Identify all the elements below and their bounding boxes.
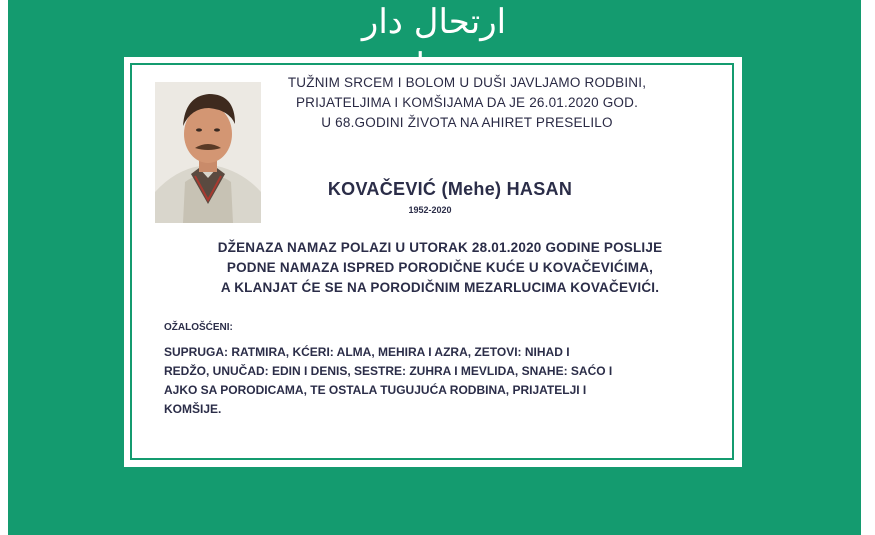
funeral-line: PODNE NAMAZA ISPRED PORODIČNE KUĆE U KOVAČEVIĆIMA,	[226, 260, 654, 275]
funeral-line: DŽENAZA NAMAZ POLAZI U UTORAK 28.01.2020 GODINE POSLIJE	[217, 240, 663, 255]
intro-line: PRIJATELJIMA I KOMŠIJAMA DA JE 26.01.2020 GOD.	[295, 95, 639, 110]
funeral-text	[150, 238, 730, 298]
header-calligraphy: ارتحال دار	[361, 2, 507, 42]
mourners-text	[164, 343, 724, 419]
intro-text	[262, 73, 672, 133]
mourners-line: AJKO SA PORODICAMA, TE OSTALA TUGUJUĆA RODBINA, PRIJATELJI I	[164, 383, 587, 397]
portrait-photo	[155, 82, 261, 223]
life-years: 1952-2020	[408, 205, 452, 215]
mourners-line: REDŽO, UNUČAD: EDIN I DENIS, SESTRE: ZUHRA I MEVLIDA, SNAHE: SAĆO I	[164, 364, 613, 378]
mourners-line: SUPRUGA: RATMIRA, KĆERI: ALMA, MEHIRA I AZRA, ZETOVI: NIHAD I	[164, 345, 570, 359]
mourners-label: OŽALOŠĆENI:	[164, 322, 233, 333]
mourners-line: KOMŠIJE.	[164, 402, 222, 416]
deceased-name: KOVAČEVIĆ (Mehe) HASAN	[327, 179, 573, 199]
intro-line: TUŽNIM SRCEM I BOLOM U DUŠI JAVLJAMO RODBINI,	[287, 75, 647, 90]
intro-line: U 68.GODINI ŽIVOTA NA AHIRET PRESELILO	[321, 115, 613, 130]
funeral-line: A KLANJAT ĆE SE NA PORODIČNIM MEZARLUCIMA KOVAČEVIĆI.	[220, 280, 660, 295]
